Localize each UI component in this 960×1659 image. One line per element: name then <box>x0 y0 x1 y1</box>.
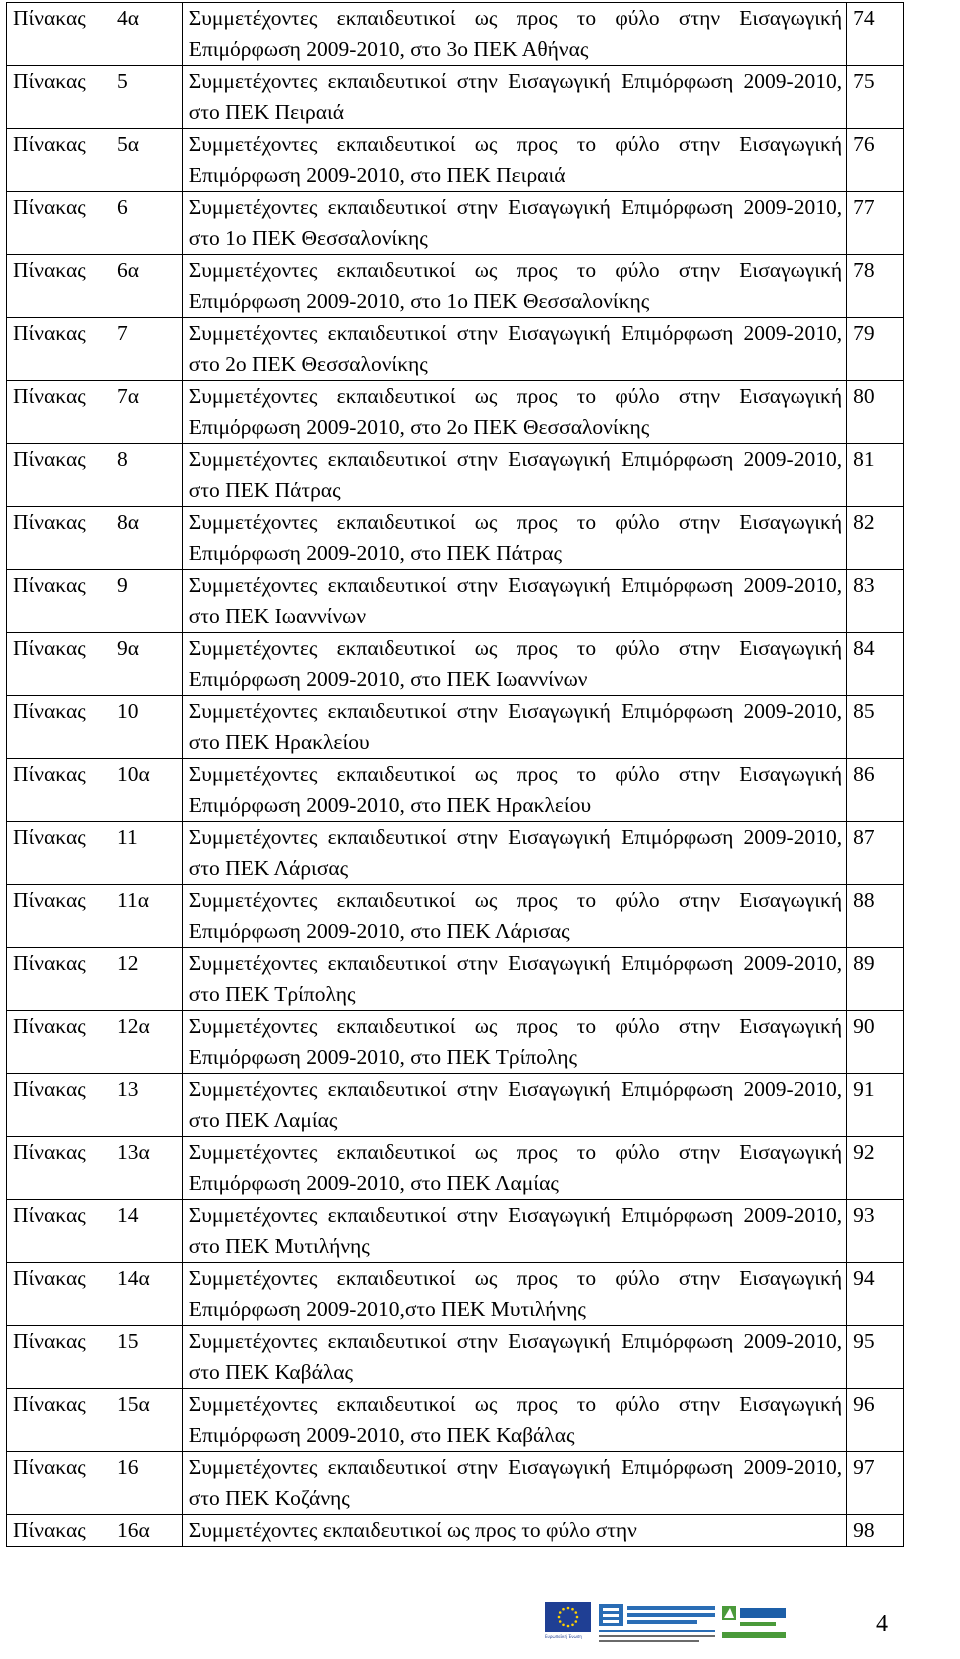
toc-entry-title: Συμμετέχοντες εκπαιδευτικοί ως προς το φύλο στην Εισαγωγική Επιμόρφωση 2009-2010, στο ΠΕΚ Ιωαννίνων <box>182 633 846 696</box>
toc-entry-title: Συμμετέχοντες εκπαιδευτικοί στην Εισαγωγική Επιμόρφωση 2009-2010, στο ΠΕΚ Καβάλας <box>182 1326 846 1389</box>
toc-entry-page: 75 <box>847 66 904 129</box>
toc-entry-page: 92 <box>847 1137 904 1200</box>
toc-label-word: Πίνακας <box>13 1014 86 1038</box>
toc-row <box>7 381 904 444</box>
toc-label-word: Πίνακας <box>13 1077 86 1101</box>
toc-entry-title: Συμμετέχοντες εκπαιδευτικοί ως προς το φύλο στην Εισαγωγική Επιμόρφωση 2009-2010, στο ΠΕΚ Λαμίας <box>182 1137 846 1200</box>
toc-entry-label <box>7 444 183 507</box>
toc-entry-title: Συμμετέχοντες εκπαιδευτικοί ως προς το φύλο στην Εισαγωγική Επιμόρφωση 2009-2010, στο ΠΕΚ Λάρισας <box>182 885 846 948</box>
toc-label-number: 6α <box>117 258 140 282</box>
toc-label-number: 14α <box>117 1266 150 1290</box>
toc-entry-label <box>7 1326 183 1389</box>
toc-row <box>7 318 904 381</box>
toc-entry-page: 94 <box>847 1263 904 1326</box>
toc-entry-title: Συμμετέχοντες εκπαιδευτικοί ως προς το φύλο στην Εισαγωγική Επιμόρφωση 2009-2010, στο 1ο ΠΕΚ Θεσσαλονίκης <box>182 255 846 318</box>
toc-label-number: 10α <box>117 762 150 786</box>
toc-entry-title: Συμμετέχοντες εκπαιδευτικοί στην Εισαγωγική Επιμόρφωση 2009-2010, στο ΠΕΚ Ιωαννίνων <box>182 570 846 633</box>
toc-label-word: Πίνακας <box>13 1455 86 1479</box>
toc-entry-page: 90 <box>847 1011 904 1074</box>
toc-label-number: 16 <box>117 1455 139 1479</box>
toc-entry-page: 82 <box>847 507 904 570</box>
toc-label-number: 15 <box>117 1329 139 1353</box>
toc-label-number: 13 <box>117 1077 139 1101</box>
toc-row <box>7 1011 904 1074</box>
toc-entry-title: Συμμετέχοντες εκπαιδευτικοί ως προς το φύλο στην Εισαγωγική Επιμόρφωση 2009-2010, στο ΠΕΚ Πειραιά <box>182 129 846 192</box>
toc-entry-title: Συμμετέχοντες εκπαιδευτικοί στην Εισαγωγική Επιμόρφωση 2009-2010, στο 2ο ΠΕΚ Θεσσαλονίκης <box>182 318 846 381</box>
toc-label-word: Πίνακας <box>13 573 86 597</box>
toc-entry-title: Συμμετέχοντες εκπαιδευτικοί στην Εισαγωγική Επιμόρφωση 2009-2010, στο ΠΕΚ Λάρισας <box>182 822 846 885</box>
toc-entry-title: Συμμετέχοντες εκπαιδευτικοί ως προς το φύλο στην <box>182 1515 846 1547</box>
toc-row <box>7 1200 904 1263</box>
toc-entry-page: 93 <box>847 1200 904 1263</box>
toc-entry-title: Συμμετέχοντες εκπαιδευτικοί ως προς το φύλο στην Εισαγωγική Επιμόρφωση 2009-2010, στο 2ο ΠΕΚ Θεσσαλονίκης <box>182 381 846 444</box>
toc-row <box>7 129 904 192</box>
toc-entry-title: Συμμετέχοντες εκπαιδευτικοί στην Εισαγωγική Επιμόρφωση 2009-2010, στο ΠΕΚ Τρίπολης <box>182 948 846 1011</box>
toc-entry-label <box>7 1389 183 1452</box>
toc-entry-label <box>7 759 183 822</box>
toc-label-word: Πίνακας <box>13 447 86 471</box>
programme-logo <box>599 1602 717 1646</box>
toc-label-word: Πίνακας <box>13 321 86 345</box>
toc-entry-title: Συμμετέχοντες εκπαιδευτικοί στην Εισαγωγική Επιμόρφωση 2009-2010, στο ΠΕΚ Ηρακλείου <box>182 696 846 759</box>
toc-entry-title: Συμμετέχοντες εκπαιδευτικοί στην Εισαγωγική Επιμόρφωση 2009-2010, στο 1ο ΠΕΚ Θεσσαλονίκης <box>182 192 846 255</box>
toc-label-word: Πίνακας <box>13 1518 86 1542</box>
toc-entry-title: Συμμετέχοντες εκπαιδευτικοί στην Εισαγωγική Επιμόρφωση 2009-2010, στο ΠΕΚ Κοζάνης <box>182 1452 846 1515</box>
toc-entry-page: 98 <box>847 1515 904 1547</box>
toc-entry-label <box>7 66 183 129</box>
toc-entry-label <box>7 633 183 696</box>
footer-logos <box>545 1600 795 1650</box>
toc-label-number: 11α <box>117 888 149 912</box>
toc-row <box>7 255 904 318</box>
toc-entry-label <box>7 129 183 192</box>
toc-entry-title: Συμμετέχοντες εκπαιδευτικοί ως προς το φύλο στην Εισαγωγική Επιμόρφωση 2009-2010, στο 3ο ΠΕΚ Αθήνας <box>182 3 846 66</box>
toc-label-word: Πίνακας <box>13 825 86 849</box>
toc-label-word: Πίνακας <box>13 258 86 282</box>
toc-entry-page: 80 <box>847 381 904 444</box>
toc-entry-label <box>7 1200 183 1263</box>
toc-row <box>7 759 904 822</box>
toc-label-number: 9α <box>117 636 140 660</box>
toc-entry-title: Συμμετέχοντες εκπαιδευτικοί στην Εισαγωγική Επιμόρφωση 2009-2010, στο ΠΕΚ Πειραιά <box>182 66 846 129</box>
toc-entry-page: 74 <box>847 3 904 66</box>
toc-entry-page: 87 <box>847 822 904 885</box>
toc-label-word: Πίνακας <box>13 6 86 30</box>
toc-entry-page: 91 <box>847 1074 904 1137</box>
toc-entry-label <box>7 885 183 948</box>
toc-entry-label <box>7 1452 183 1515</box>
toc-entry-page: 77 <box>847 192 904 255</box>
toc-entry-page: 79 <box>847 318 904 381</box>
toc-entry-page: 76 <box>847 129 904 192</box>
toc-entry-title: Συμμετέχοντες εκπαιδευτικοί ως προς το φύλο στην Εισαγωγική Επιμόρφωση 2009-2010, στο ΠΕΚ Τρίπολης <box>182 1011 846 1074</box>
toc-row <box>7 1326 904 1389</box>
toc-entry-page: 96 <box>847 1389 904 1452</box>
table-of-contents <box>6 2 904 1547</box>
toc-label-word: Πίνακας <box>13 699 86 723</box>
toc-entry-label <box>7 570 183 633</box>
toc-entry-title: Συμμετέχοντες εκπαιδευτικοί στην Εισαγωγική Επιμόρφωση 2009-2010, στο ΠΕΚ Μυτιλήνης <box>182 1200 846 1263</box>
toc-label-number: 11 <box>117 825 138 849</box>
page-number: 4 <box>876 1611 888 1637</box>
toc-row <box>7 66 904 129</box>
toc-entry-title: Συμμετέχοντες εκπαιδευτικοί ως προς το φύλο στην Εισαγωγική Επιμόρφωση 2009-2010, στο ΠΕΚ Ηρακλείου <box>182 759 846 822</box>
toc-entry-label <box>7 696 183 759</box>
toc-label-number: 7α <box>117 384 140 408</box>
toc-row <box>7 3 904 66</box>
toc-row <box>7 1137 904 1200</box>
toc-entry-label <box>7 1011 183 1074</box>
toc-label-number: 9 <box>117 573 128 597</box>
toc-entry-page: 97 <box>847 1452 904 1515</box>
toc-entry-page: 89 <box>847 948 904 1011</box>
eu-caption: Ευρωπαϊκή Ένωση <box>545 1634 582 1639</box>
toc-entry-page: 95 <box>847 1326 904 1389</box>
toc-row <box>7 192 904 255</box>
toc-entry-title: Συμμετέχοντες εκπαιδευτικοί ως προς το φύλο στην Εισαγωγική Επιμόρφωση 2009-2010, στο ΠΕΚ Πάτρας <box>182 507 846 570</box>
toc-entry-page: 88 <box>847 885 904 948</box>
toc-label-word: Πίνακας <box>13 384 86 408</box>
toc-entry-label <box>7 1074 183 1137</box>
toc-label-number: 15α <box>117 1392 150 1416</box>
toc-label-number: 10 <box>117 699 139 723</box>
toc-label-number: 12 <box>117 951 139 975</box>
toc-row <box>7 1452 904 1515</box>
toc-label-word: Πίνακας <box>13 1329 86 1353</box>
toc-label-word: Πίνακας <box>13 195 86 219</box>
toc-label-word: Πίνακας <box>13 1203 86 1227</box>
toc-body <box>7 3 904 1547</box>
toc-entry-label <box>7 948 183 1011</box>
toc-row <box>7 633 904 696</box>
toc-label-word: Πίνακας <box>13 1392 86 1416</box>
toc-label-word: Πίνακας <box>13 69 86 93</box>
toc-label-number: 13α <box>117 1140 150 1164</box>
toc-label-number: 14 <box>117 1203 139 1227</box>
toc-label-number: 5α <box>117 132 140 156</box>
toc-row <box>7 696 904 759</box>
toc-entry-page: 78 <box>847 255 904 318</box>
toc-entry-page: 84 <box>847 633 904 696</box>
toc-row <box>7 1074 904 1137</box>
toc-row <box>7 570 904 633</box>
toc-entry-title: Συμμετέχοντες εκπαιδευτικοί στην Εισαγωγική Επιμόρφωση 2009-2010, στο ΠΕΚ Πάτρας <box>182 444 846 507</box>
toc-label-number: 8α <box>117 510 140 534</box>
toc-row <box>7 444 904 507</box>
toc-row <box>7 1263 904 1326</box>
toc-label-word: Πίνακας <box>13 1266 86 1290</box>
toc-row <box>7 822 904 885</box>
espa-logo <box>720 1602 790 1646</box>
toc-entry-label <box>7 1137 183 1200</box>
toc-label-number: 16α <box>117 1518 150 1542</box>
toc-label-word: Πίνακας <box>13 510 86 534</box>
toc-label-word: Πίνακας <box>13 951 86 975</box>
toc-entry-label <box>7 381 183 444</box>
toc-row <box>7 948 904 1011</box>
eu-flag-logo <box>545 1602 597 1646</box>
toc-label-word: Πίνακας <box>13 888 86 912</box>
toc-row <box>7 507 904 570</box>
toc-entry-label <box>7 192 183 255</box>
toc-row <box>7 1389 904 1452</box>
toc-entry-label <box>7 822 183 885</box>
toc-label-number: 4α <box>117 6 140 30</box>
toc-label-number: 7 <box>117 321 128 345</box>
toc-entry-label <box>7 1515 183 1547</box>
toc-entry-title: Συμμετέχοντες εκπαιδευτικοί ως προς το φύλο στην Εισαγωγική Επιμόρφωση 2009-2010, στο ΠΕΚ Καβάλας <box>182 1389 846 1452</box>
toc-label-word: Πίνακας <box>13 132 86 156</box>
toc-label-number: 12α <box>117 1014 150 1038</box>
toc-entry-label <box>7 3 183 66</box>
toc-entry-title: Συμμετέχοντες εκπαιδευτικοί ως προς το φύλο στην Εισαγωγική Επιμόρφωση 2009-2010,στο ΠΕΚ Μυτιλήνης <box>182 1263 846 1326</box>
toc-label-number: 5 <box>117 69 128 93</box>
toc-entry-page: 81 <box>847 444 904 507</box>
toc-entry-page: 83 <box>847 570 904 633</box>
toc-entry-label <box>7 1263 183 1326</box>
toc-entry-page: 86 <box>847 759 904 822</box>
toc-label-word: Πίνακας <box>13 1140 86 1164</box>
toc-row <box>7 885 904 948</box>
toc-label-number: 8 <box>117 447 128 471</box>
toc-entry-label <box>7 255 183 318</box>
toc-entry-label <box>7 318 183 381</box>
toc-label-number: 6 <box>117 195 128 219</box>
toc-entry-page: 85 <box>847 696 904 759</box>
eu-flag-icon <box>545 1602 591 1632</box>
toc-label-word: Πίνακας <box>13 762 86 786</box>
toc-entry-title: Συμμετέχοντες εκπαιδευτικοί στην Εισαγωγική Επιμόρφωση 2009-2010, στο ΠΕΚ Λαμίας <box>182 1074 846 1137</box>
toc-row <box>7 1515 904 1547</box>
toc-label-word: Πίνακας <box>13 636 86 660</box>
toc-entry-label <box>7 507 183 570</box>
